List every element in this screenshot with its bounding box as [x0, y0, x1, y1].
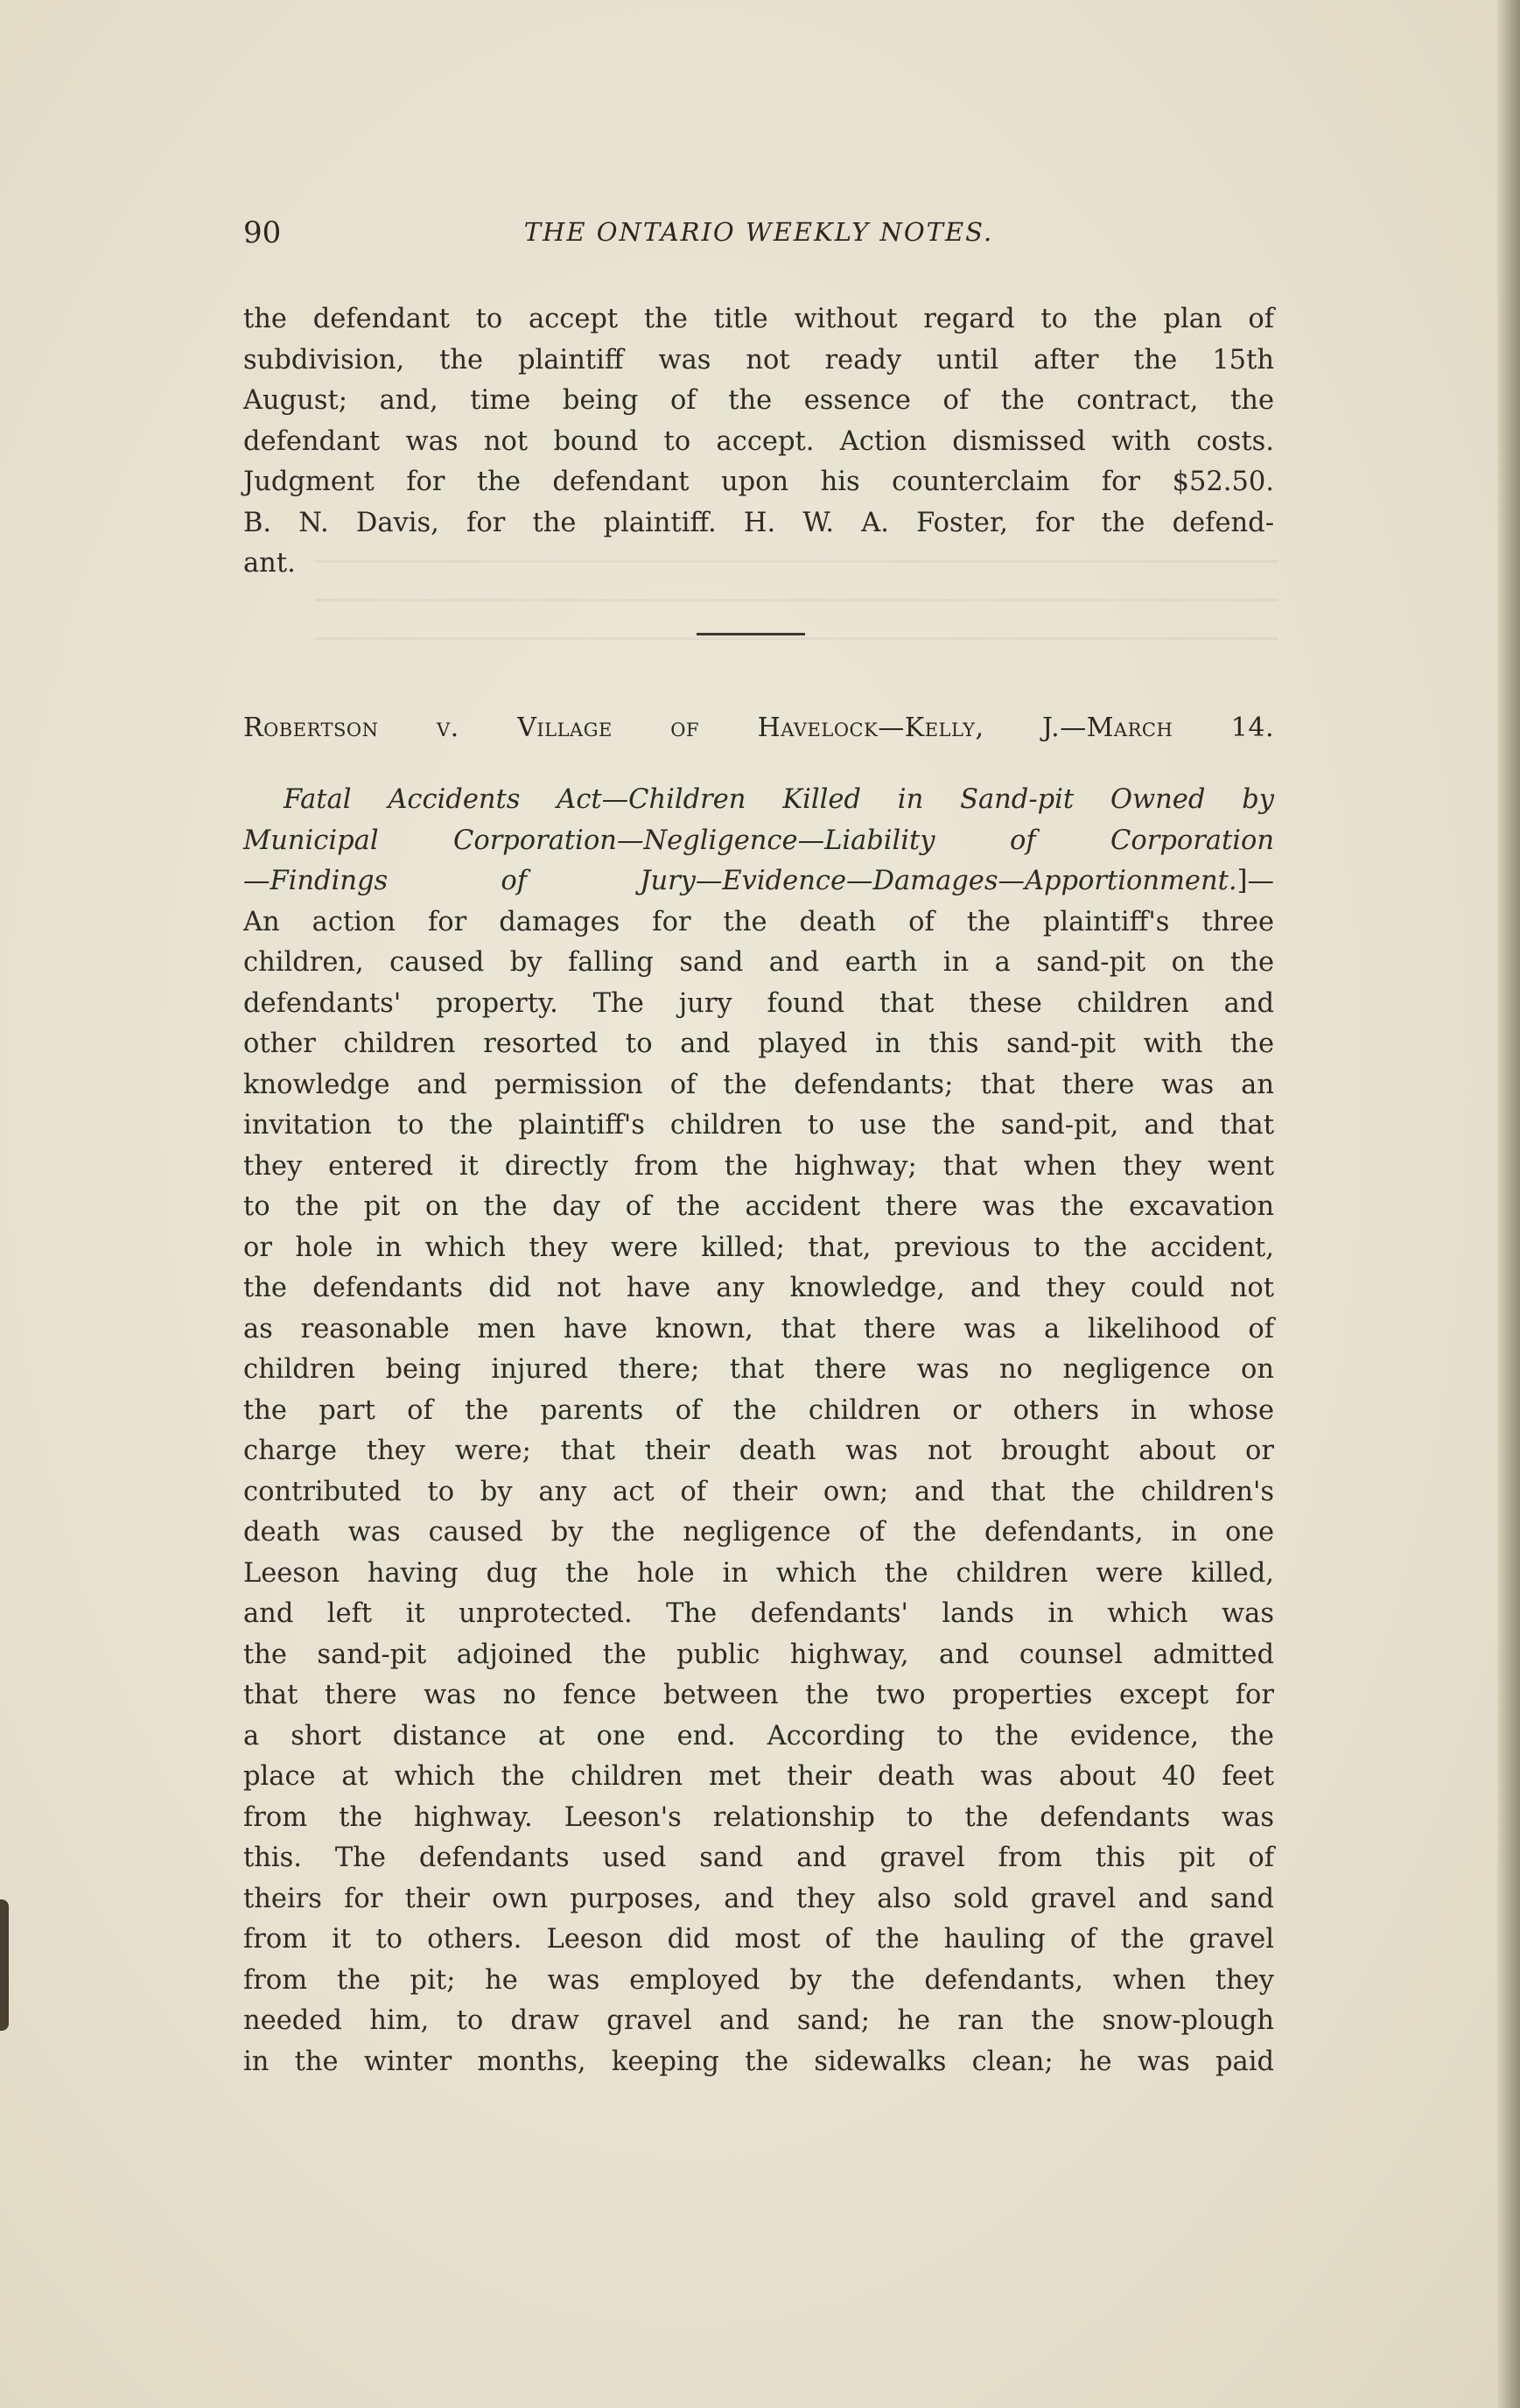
text-line: they entered it directly from the highway; that when they went — [243, 1150, 1274, 1182]
text-line: the sand-pit adjoined the public highway, and counsel admitted — [243, 1639, 1274, 1670]
text-line: place at which the children met their death was about 40 feet — [243, 1761, 1274, 1792]
text-line: in the winter months, keeping the sidewalks clean; he was paid — [243, 2046, 1274, 2077]
text-line: as reasonable men have known, that there was a likelihood of — [243, 1313, 1274, 1344]
text-line: children being injured there; that there was no negligence on — [243, 1354, 1274, 1385]
headnote-line — [243, 861, 1274, 902]
text-line: B. N. Davis, for the plaintiff. H. W. A. Foster, for the defend- — [243, 507, 1274, 538]
page-edge — [1497, 0, 1520, 2408]
text-line: contributed to by any act of their own; and that the children's — [243, 1476, 1274, 1507]
text-line: from the highway. Leeson's relationship to the defendants was — [243, 1801, 1274, 1833]
page-header — [243, 215, 1274, 268]
text-line: from the pit; he was employed by the defendants, when they — [243, 1964, 1274, 1996]
text-line: the defendant to accept the title without regard to the plan of — [243, 304, 1274, 334]
text-line: Leeson having dug the hole in which the children were killed, — [243, 1557, 1274, 1589]
text-line: or hole in which they were killed; that, previous to the accident, — [243, 1232, 1274, 1263]
text-line: An action for damages for the death of the plaintiff's three — [243, 906, 1274, 937]
text-line: and left it unprotected. The defendants' lands in which was — [243, 1598, 1274, 1629]
text-line: Judgment for the defendant upon his counterclaim for $52.50. — [243, 467, 1274, 497]
case-body — [243, 780, 1274, 2082]
text-line: from it to others. Leeson did most of the hauling of the gravel — [243, 1924, 1274, 1955]
text-line: the part of the parents of the children or others in whose — [243, 1394, 1274, 1426]
text-line: that there was no fence between the two properties except for — [243, 1680, 1274, 1710]
headnote-line: Municipal Corporation—Negligence—Liability of Corporation — [243, 825, 1274, 856]
text-line: other children resorted to and played in this sand-pit with the — [243, 1028, 1274, 1059]
text-line: death was caused by the negligence of the defendants, in one — [243, 1517, 1274, 1548]
text-line: ant. — [243, 548, 296, 579]
text-line: theirs for their own purposes, and they also sold gravel and sand — [243, 1883, 1274, 1914]
text-line: defendants' property. The jury found that these children and — [243, 987, 1274, 1019]
text-line: a short distance at one end. According to the evidence, the — [243, 1720, 1274, 1752]
text-line: knowledge and permission of the defendants; that there was an — [243, 1069, 1274, 1100]
text-line: needed him, to draw gravel and sand; he ran the snow-plough — [243, 2005, 1274, 2036]
case-title: Robertson v. Village of Havelock—Kelly, J.—March 14. — [243, 713, 1274, 743]
headnote-tail: ]— — [1236, 866, 1274, 896]
text-line: August; and, time being of the essence of the contract, the — [243, 385, 1274, 416]
running-head: THE ONTARIO WEEKLY NOTES. — [523, 217, 994, 247]
text-line: the defendants did not have any knowledge, and they could not — [243, 1273, 1274, 1303]
binding-mark — [0, 1899, 9, 2031]
text-line: invitation to the plaintiff's children to use the sand-pit, and that — [243, 1110, 1274, 1141]
headnote-line: Fatal Accidents Act—Children Killed in Sand-pit Owned by — [284, 784, 1274, 815]
page-number: 90 — [243, 215, 282, 250]
headnote-text: —Findings of Jury—Evidence—Damages—Apportionment. — [243, 866, 1237, 896]
text-line: defendant was not bound to accept. Action dismissed with costs. — [243, 425, 1274, 457]
section-divider — [697, 633, 805, 635]
text-line: children, caused by falling sand and earth in a sand-pit on the — [243, 947, 1274, 978]
text-line: subdivision, the plaintiff was not ready until after the 15th — [243, 344, 1274, 376]
text-line: charge they were; that their death was not brought about or — [243, 1436, 1274, 1466]
text-line: to the pit on the day of the accident there was the excavation — [243, 1191, 1274, 1222]
top-paragraph — [243, 299, 1274, 585]
text-line: this. The defendants used sand and gravel from this pit of — [243, 1843, 1274, 1873]
